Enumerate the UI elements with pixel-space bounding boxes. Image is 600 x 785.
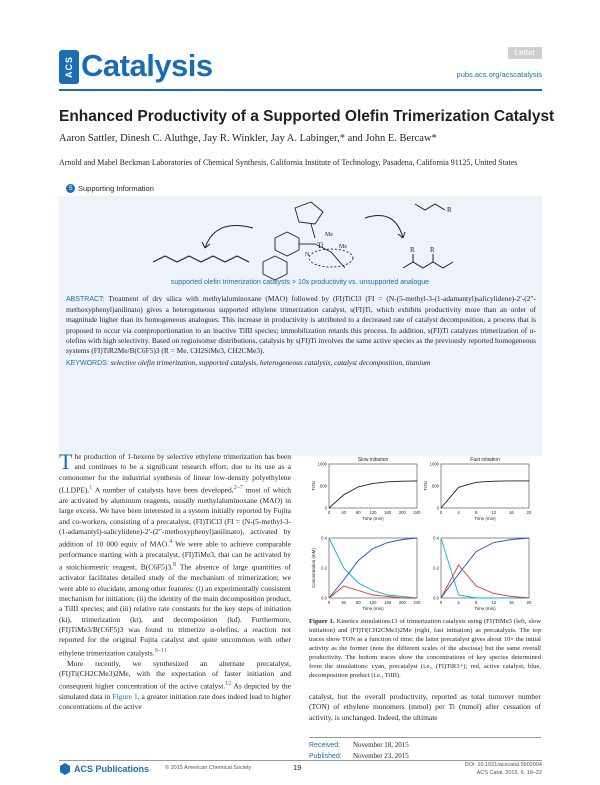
- x-tick-label: 4: [457, 600, 460, 605]
- x-tick-label: 120: [369, 600, 377, 605]
- x-tick-label: 12: [491, 600, 497, 605]
- figure-1-link[interactable]: Figure 1: [112, 692, 138, 702]
- x-axis-label: Time (min): [474, 516, 496, 521]
- ref-link[interactable]: 8: [173, 561, 177, 569]
- x-tick-label: 80: [355, 510, 361, 515]
- ref-link[interactable]: 12: [225, 680, 232, 688]
- copyright-notice: © 2015 American Chemical Society: [165, 765, 252, 771]
- p1-start: he production of 1-hexene by selective ethylene trimerization has been and continues to be a significant research effort, due to its use as a comonomer for the industrial synthesis of linear low-density polyethylene (LLDPE).: [59, 452, 291, 495]
- x-axis-label: Time (min): [362, 606, 384, 611]
- series-line-precatalyst: [329, 538, 417, 598]
- y-tick-label: 0.0: [321, 595, 327, 601]
- toc-n-label: N: [305, 252, 310, 258]
- received-date: November 18, 2015: [353, 741, 409, 749]
- abstract-label: ABSTRACT:: [66, 296, 105, 303]
- keywords-text: selective olefin trimerization, supported catalysis, heterogeneous catalysis, catalyst decomposition, titanium: [110, 358, 431, 367]
- plot-frame: [329, 464, 417, 508]
- x-tick-label: 0: [439, 510, 443, 515]
- supporting-info-label: Supporting Information: [78, 184, 154, 193]
- y-tick-label: 0.0: [433, 595, 439, 601]
- figure-caption: [309, 617, 541, 680]
- journal-logo-text: Catalysis: [81, 48, 213, 83]
- paragraph-2: [59, 659, 291, 713]
- abstract-paragraph: [66, 294, 536, 356]
- journal-logo-badge: ACS: [59, 50, 79, 84]
- x-tick-label: 4: [457, 510, 460, 515]
- published-label: Published:: [309, 753, 342, 760]
- article-authors: Aaron Sattler, Dinesh C. Aluthge, Jay R. Winkler, Jay A. Labinger,* and John E. Bercaw*: [59, 133, 437, 144]
- article-affiliation: Arnold and Mabel Beckman Laboratories of Chemical Synthesis, California Institute of Technology, Pasadena, California 91125, United States: [59, 158, 518, 167]
- x-tick-label: 12: [491, 510, 497, 515]
- footer-divider: [59, 760, 542, 761]
- acs-hexagon-icon: [59, 763, 71, 775]
- keywords-paragraph: [66, 358, 536, 369]
- x-tick-label: 240: [413, 600, 421, 605]
- toc-ti-label: Ti: [317, 241, 324, 250]
- y-tick-label: 500: [320, 483, 327, 489]
- supporting-info-icon: S: [66, 184, 75, 193]
- dropcap: T: [59, 449, 73, 474]
- y-tick-label: 0.4: [321, 535, 327, 541]
- x-tick-label: 20: [526, 600, 532, 605]
- x-tick-label: 16: [509, 600, 514, 605]
- plot-frame: [329, 538, 417, 598]
- article-type-tab: Letter: [508, 47, 542, 59]
- series-line-decomposition-product: [329, 538, 417, 598]
- p1-mid1: A number of catalysts have been developed,: [92, 485, 234, 495]
- figure-caption-text: Kinetics simulations13 of trimerization catalysis using (FI)TiMe3 (left, slow initiation) and (FI)Ti(CH2CMe3)2Me (right, fast initiation) as precatalysts. The top traces show TON as a function of time; the latter precatalyst gives about 10× the initial activity as the former (note the different scales of the abscissa) but the same overall productivity. The bottom traces show the concentrations of key species determined from the simulations: cyan, precatalyst (i.e., (FI)TiR3+); red, active catalyst; blue, decomposition product (i.e., TiIII).: [309, 618, 541, 679]
- body-left-column: [59, 449, 291, 713]
- p1-mid2: most of which are activated by aluminum reagents, usually methylaluminoxane (MAO) in large excess. We have been interested in a system initially reported by Fujita and co-workers, consisting of a precatalyst, (FI)TiCl3 (FI = (N-(5-methyl-3-(1-adamantyl)-salicylidene)-2′-(2″-methoxyphenyl)anilinato), activated by addition of 10 000 equiv of MAO.: [59, 485, 291, 549]
- x-tick-label: 160: [384, 600, 392, 605]
- toc-caption: supported olefin trimerization catalysts > 10x productivity vs. unsupported analogue: [170, 279, 430, 286]
- y-tick-label: 0.2: [433, 565, 439, 571]
- p1-tail: The absence of large quantities of activator facilitates detailed study of the mechanism of trimerization; we were able to elucidate, among other features: (i) an experimentally consistent mechanism for initiation; (ii) the identity of the main decomposition product, a TiIII species; and (iii) relative rate constants for the key steps of initiation (ki), trimerization (kt), and decomposition (kd). Furthermore, (FI)TiMe3/B(C6F5)3 was found to trimerize α-olefins, a reaction not reported for the original Fujita catalyst and quite uncommon with other ethylene trimerization catalysts.: [59, 562, 291, 658]
- y-tick-label: 1000: [429, 461, 439, 467]
- chart-panel-3: [311, 536, 421, 612]
- series-line-decomposition-product: [441, 538, 529, 598]
- figure-caption-label: Figure 1.: [309, 618, 335, 625]
- toc-r-label-2: R: [430, 246, 435, 254]
- toc-me-label-1: Me: [325, 232, 333, 238]
- paragraph-1: [59, 449, 291, 659]
- y-tick-label: 0.4: [433, 535, 439, 541]
- y-axis-label: Concentration (mM): [311, 548, 316, 588]
- x-tick-label: 240: [413, 510, 421, 515]
- chart-title: Slow initiation: [357, 457, 389, 463]
- dates-divider: [309, 737, 541, 738]
- toc-me-label-2: Me: [339, 244, 347, 250]
- x-tick-label: 8: [475, 600, 478, 605]
- chart-title: Fast initiation: [470, 457, 500, 463]
- abstract-text: Treatment of dry silica with methylaluminoxane (MAO) followed by (FI)TiCl3 (FI = (N-(5-methyl-3-(1-adamantyl)salicylidene)-2′-(2″-methoxyphenyl)anilinato) gives a heterogeneous supported ethylene trimerization catalyst, s(FI)Ti, which exhibits productivity more than an order of magnitude higher than its homogeneous analogues. This increase in productivity is attributed to a decreased rate of catalyst decomposition, a process that is proposed to occur via comproportionation to an inactive TiIII species; immobilization retards this process. In addition, s(FI)Ti catalyzes trimerization of α-olefins with high selectivity. Based on regioisomer distributions, catalysis by s(FI)Ti involves the same active species as the previously reported homogeneous systems (FI)TiR2Me/B(C6F5)3 (R = Me, CH2SiMe3, CH2CMe3).: [66, 294, 536, 356]
- y-tick-label: 500: [432, 483, 439, 489]
- x-axis-label: Time (min): [362, 516, 384, 521]
- ref-link[interactable]: 4: [169, 538, 173, 546]
- y-axis-label: TON: [311, 481, 316, 491]
- citation-text: ACS Catal. 2016, 6, 19–22: [476, 769, 542, 776]
- doi-link[interactable]: DOI: 10.1021/acscatal.5b02004: [464, 762, 542, 768]
- chart-panel-4: [433, 536, 532, 612]
- x-tick-label: 20: [526, 510, 532, 515]
- received-label: Received:: [309, 742, 341, 749]
- x-tick-label: 0: [439, 600, 443, 605]
- article-dates: [309, 740, 409, 762]
- plot-frame: [441, 464, 529, 508]
- keywords-label: KEYWORDS:: [66, 360, 109, 367]
- series-line-TON: [441, 481, 529, 508]
- y-axis-label: TON: [423, 481, 428, 491]
- x-tick-label: 160: [384, 510, 392, 515]
- y-tick-label: 0: [324, 505, 327, 511]
- toc-r-label-1: R: [410, 246, 415, 254]
- x-tick-label: 8: [475, 510, 478, 515]
- x-tick-label: 80: [355, 600, 361, 605]
- x-tick-label: 200: [398, 510, 406, 515]
- x-tick-label: 120: [369, 510, 377, 515]
- svg-text:R: R: [447, 206, 452, 214]
- header-divider: [59, 89, 542, 91]
- p2-end: , a greater initiation rate does indeed lead to higher concentrations of the active: [59, 692, 291, 712]
- chart-panel-2: [423, 457, 532, 521]
- p2-mid: As depicted by the simulated data in: [59, 681, 291, 702]
- x-tick-label: 16: [509, 510, 514, 515]
- series-line-active-catalyst: [329, 586, 417, 598]
- article-title: Enhanced Productivity of a Supported Olefin Trimerization Catalyst: [59, 108, 555, 125]
- figure-1: [303, 452, 543, 622]
- x-tick-label: 40: [341, 600, 347, 605]
- x-tick-label: 40: [341, 510, 347, 515]
- x-tick-label: 0: [327, 600, 331, 605]
- p2-start: More recently, we synthesized an alternate precatalyst, (FI)Ti(CH2CMe3)2Me, with the expectation of faster initiation and consequent higher concentration of the active catalyst.: [59, 658, 291, 691]
- y-tick-label: 0: [436, 505, 439, 511]
- x-axis-label: Time (min): [474, 606, 496, 611]
- body-right-column: catalyst, but the overall productivity, reported as total turnover number (TON) of ethylene monomers (mmol) per Ti (mmol) after cessation of activity, is unchanged. Indeed, the ultimate: [309, 692, 541, 722]
- y-tick-label: 0.2: [321, 565, 327, 571]
- published-date: November 23, 2015: [353, 752, 409, 760]
- p1-end: We were able to achieve comparable performance starting with a precatalyst, (FI)TiMe3, that can be activated by a stoichiometric reagent, B(C6F5)3.: [59, 539, 291, 572]
- x-tick-label: 0: [327, 510, 331, 515]
- toc-graphic: [145, 198, 465, 288]
- supporting-info-link[interactable]: [66, 184, 154, 193]
- y-tick-label: 1000: [317, 461, 327, 467]
- ref-link[interactable]: 9–11: [154, 646, 167, 654]
- ref-link[interactable]: 2–7: [233, 484, 243, 492]
- acs-publications-logo[interactable]: [59, 763, 149, 775]
- x-tick-label: 200: [398, 600, 406, 605]
- chart-panel-1: [311, 457, 421, 521]
- ref-link[interactable]: 1: [89, 484, 93, 492]
- series-line-TON: [329, 481, 417, 508]
- journal-url-link[interactable]: pubs.acs.org/acscatalysis: [456, 70, 542, 79]
- doi-citation: [465, 762, 542, 777]
- publisher-name: ACS Publications: [74, 764, 150, 774]
- page-number: 19: [293, 763, 302, 772]
